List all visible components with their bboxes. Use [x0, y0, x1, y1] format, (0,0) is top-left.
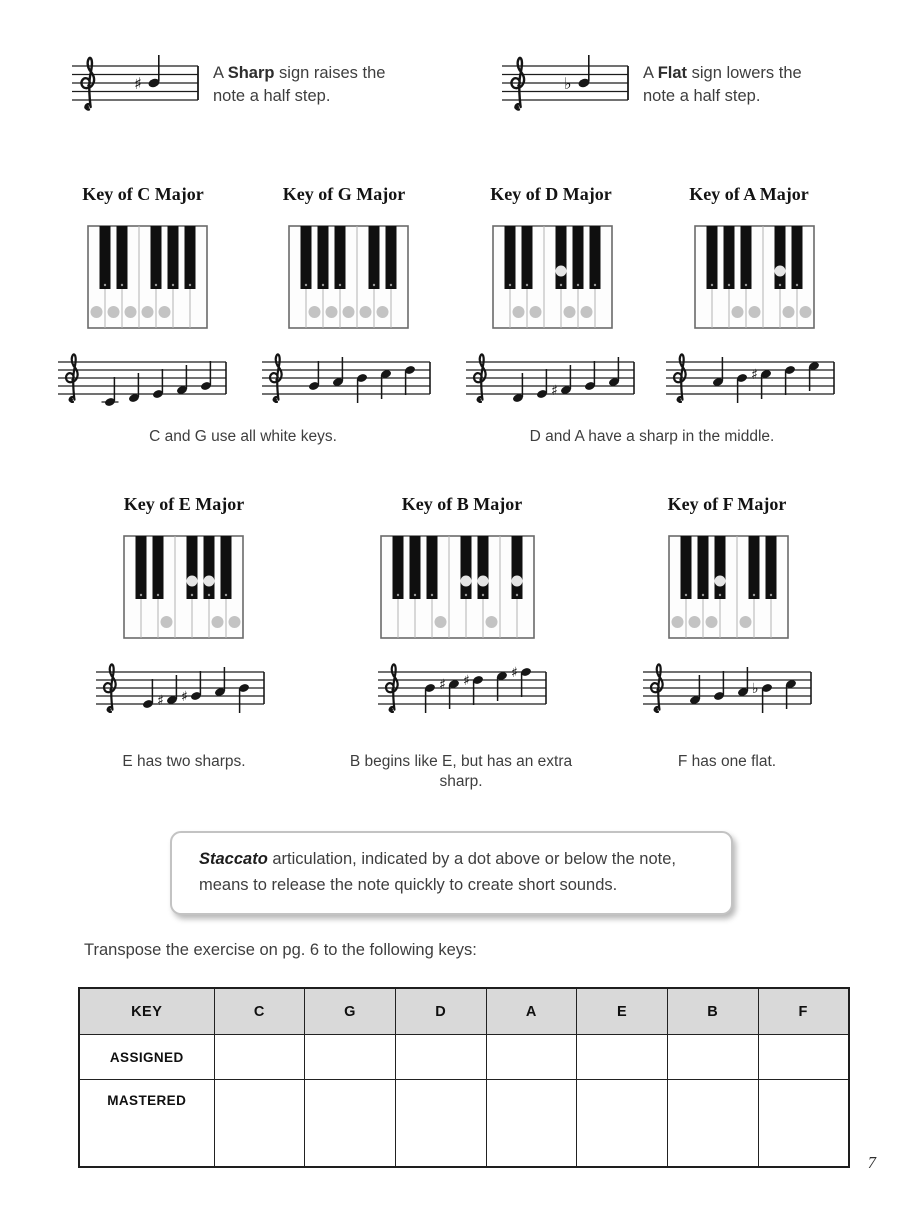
svg-text:♯: ♯ — [439, 677, 446, 693]
table-row-assigned — [79, 1035, 849, 1080]
keyboard-diagram-g — [288, 225, 410, 330]
scale-staff-b — [378, 656, 548, 720]
scale-staff-g — [262, 346, 432, 410]
table-header-d: D — [395, 988, 486, 1035]
scale-staff-f — [643, 656, 813, 720]
svg-text:♯: ♯ — [134, 74, 142, 93]
page-number: 7 — [867, 1153, 876, 1172]
flat-staff-notation — [500, 46, 632, 122]
empty-fill-in-cell — [667, 1080, 758, 1168]
empty-fill-in-cell — [758, 1035, 849, 1080]
empty-fill-in-cell — [758, 1080, 849, 1168]
empty-fill-in-cell — [577, 1035, 668, 1080]
empty-fill-in-cell — [577, 1080, 668, 1168]
keyboard-diagram-b — [380, 535, 536, 640]
empty-fill-in-cell — [486, 1035, 577, 1080]
key-title-e: Key of E Major — [123, 494, 245, 514]
table-header-e: E — [577, 988, 668, 1035]
table-header-f: F — [758, 988, 849, 1035]
svg-text:♯: ♯ — [751, 367, 758, 383]
empty-fill-in-cell — [214, 1080, 305, 1168]
svg-text:♯: ♯ — [157, 693, 164, 709]
keyboard-diagram-e — [123, 535, 245, 640]
keyboard-diagram-f — [668, 535, 790, 640]
empty-fill-in-cell — [667, 1035, 758, 1080]
svg-text:♯: ♯ — [463, 673, 470, 689]
caption-d-a: D and A have a sharp in the middle. — [529, 428, 775, 445]
key-title-g: Key of G Major — [282, 184, 406, 204]
row-label-mastered: MASTERED — [79, 1080, 214, 1168]
svg-text:♭: ♭ — [564, 74, 572, 93]
flat-description: A Flat sign lowers the note a half step. — [643, 64, 802, 105]
empty-fill-in-cell — [305, 1035, 396, 1080]
caption-f: F has one flat. — [677, 753, 777, 770]
table-row-mastered — [79, 1080, 849, 1168]
table-header-b: B — [667, 988, 758, 1035]
caption-b: B begins like E, but has an extra sharp. — [349, 753, 573, 790]
table-header-key: KEY — [79, 988, 214, 1035]
sharp-staff-notation — [70, 46, 202, 122]
table-header-a: A — [486, 988, 577, 1035]
empty-fill-in-cell — [486, 1080, 577, 1168]
transpose-instruction: Transpose the exercise on pg. 6 to the following keys: — [84, 941, 477, 959]
keyboard-diagram-a — [694, 225, 816, 330]
key-title-a: Key of A Major — [689, 184, 809, 204]
svg-text:♯: ♯ — [551, 383, 558, 399]
staccato-definition-box: Staccato articulation, indicated by a dot above or below the note, means to release the note quickly to create short sounds. — [170, 831, 733, 915]
key-title-c: Key of C Major — [82, 184, 204, 204]
scale-staff-d — [466, 346, 636, 410]
key-title-f: Key of F Major — [667, 494, 787, 514]
empty-fill-in-cell — [305, 1080, 396, 1168]
caption-e: E has two sharps. — [122, 753, 246, 770]
transpose-key-table — [78, 987, 850, 1168]
svg-text:♯: ♯ — [181, 689, 188, 705]
empty-fill-in-cell — [395, 1080, 486, 1168]
table-header-g: G — [305, 988, 396, 1035]
sharp-description: A Sharp sign raises the note a half step. — [213, 64, 386, 105]
scale-staff-e — [96, 656, 266, 720]
table-header-c: C — [214, 988, 305, 1035]
keyboard-diagram-c — [87, 225, 209, 330]
scale-staff-a — [666, 346, 836, 410]
key-title-b: Key of B Major — [401, 494, 523, 514]
row-label-assigned: ASSIGNED — [79, 1035, 214, 1080]
svg-text:♭: ♭ — [752, 681, 759, 697]
caption-c-g: C and G use all white keys. — [149, 428, 337, 445]
svg-text:♯: ♯ — [511, 665, 518, 681]
key-title-d: Key of D Major — [490, 184, 612, 204]
scale-staff-c — [58, 346, 228, 410]
empty-fill-in-cell — [395, 1035, 486, 1080]
keyboard-diagram-d — [492, 225, 614, 330]
empty-fill-in-cell — [214, 1035, 305, 1080]
